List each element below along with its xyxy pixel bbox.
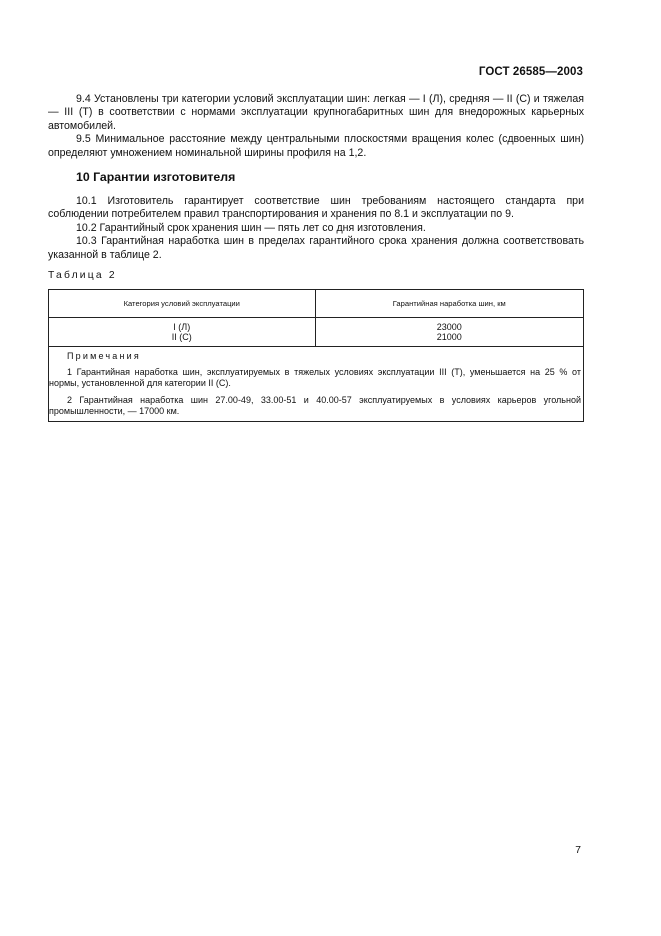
table-notes-row — [49, 347, 584, 422]
mileage-cell — [315, 318, 584, 347]
paragraph-10-1: 10.1 Изготовитель гарантирует соответствие шин требованиям настоящего стандарта при соблюдении потребителем правил транспортирования и хранения по 8.1 и эксплуатации по 9. — [48, 195, 584, 221]
table-notes — [49, 347, 584, 422]
section-10-text — [48, 195, 584, 262]
note-item: 2 Гарантийная наработка шин 27.00-49, 33.00-51 и 40.00-57 эксплуатируемых в условиях карьеров угольной промышленности, — 17000 км. — [49, 394, 581, 416]
standard-number: ГОСТ 26585—2003 — [478, 66, 583, 78]
warranty-table — [48, 289, 584, 422]
paragraph-10-3: 10.3 Гарантийная наработка шин в пределах гарантийного срока хранения должна соответствовать указанной в таблице 2. — [48, 235, 584, 261]
section-9-text — [48, 93, 584, 160]
mileage-value: 23000 — [436, 321, 462, 332]
page-number: 7 — [575, 845, 581, 856]
paragraph-9-4: 9.4 Установлены три категории условий эксплуатации шин: легкая — I (Л), средняя — II (С) и тяжелая — III (Т) в соответствии с нормами эксплуатации крупногабаритных шин для внедорожных карьерных автомобилей. — [48, 93, 584, 132]
table-row — [49, 318, 584, 347]
category-value: II (С) — [171, 332, 192, 342]
paragraph-10-2: 10.2 Гарантийный срок хранения шин — пять лет со дня изготовления. — [76, 221, 426, 234]
notes-heading: Примечания — [67, 351, 141, 361]
header-category: Категория условий эксплуатации — [49, 290, 316, 318]
note-item: 1 Гарантийная наработка шин, эксплуатируемых в тяжелых условиях эксплуатации III (Т), уменьшается на 25 % от нормы, установленной для категории II (С). — [49, 367, 581, 389]
section-10-heading: 10 Гарантии изготовителя — [76, 170, 236, 184]
table-header-row — [49, 290, 584, 318]
category-cell — [49, 318, 316, 347]
paragraph-9-5: 9.5 Минимальное расстояние между центральными плоскостями вращения колес (сдвоенных шин) определяют умножением номинальной ширины профиля на 1,2. — [48, 133, 584, 159]
table-caption: Таблица 2 — [48, 270, 117, 281]
header-mileage: Гарантийная наработка шин, км — [315, 290, 584, 318]
category-value: I (Л) — [173, 321, 191, 332]
mileage-value: 21000 — [436, 332, 462, 342]
